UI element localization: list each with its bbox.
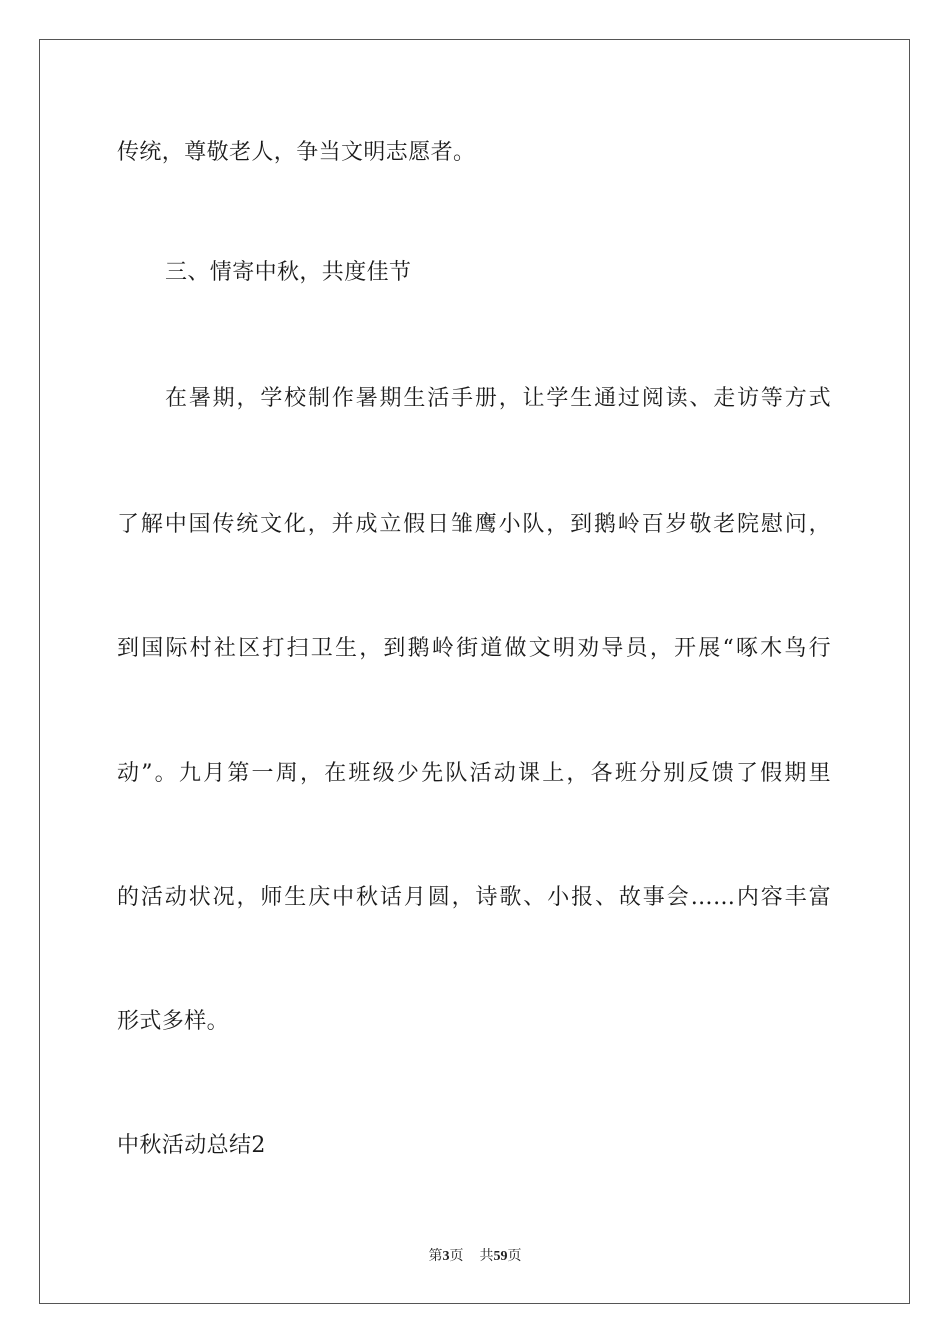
footer-page-suffix: 页: [449, 1248, 464, 1264]
document-subtitle: 中秋活动总结2: [117, 1133, 266, 1158]
paragraph-line-5: 动”。九月第一周，在班级少先队活动课上，各班分别反馈了假期里: [117, 761, 831, 786]
footer-prefix: 第: [428, 1248, 443, 1264]
paragraph-line-3: 了解中国传统文化，并成立假日雏鹰小队，到鹅岭百岁敬老院慰问，: [117, 512, 831, 537]
page-footer: [0, 1246, 950, 1267]
current-page-number: 3: [442, 1249, 450, 1264]
total-pages-number: 59: [493, 1249, 508, 1264]
page-border: [39, 39, 910, 1304]
paragraph-line-7: 形式多样。: [117, 1009, 230, 1034]
footer-total-prefix: 共: [479, 1248, 494, 1264]
footer-total-suffix: 页: [507, 1248, 522, 1264]
paragraph-line-4: 到国际村社区打扫卫生，到鹅岭街道做文明劝导员，开展“啄木鸟行: [117, 636, 831, 661]
paragraph-line-2: 在暑期，学校制作暑期生活手册，让学生通过阅读、走访等方式: [165, 386, 831, 411]
paragraph-line-6: 的活动状况，师生庆中秋话月圆，诗歌、小报、故事会……内容丰富: [117, 885, 831, 910]
paragraph-line-1: 传统，尊敬老人，争当文明志愿者。: [117, 140, 476, 165]
section-heading: 三、情寄中秋，共度佳节: [165, 260, 412, 285]
